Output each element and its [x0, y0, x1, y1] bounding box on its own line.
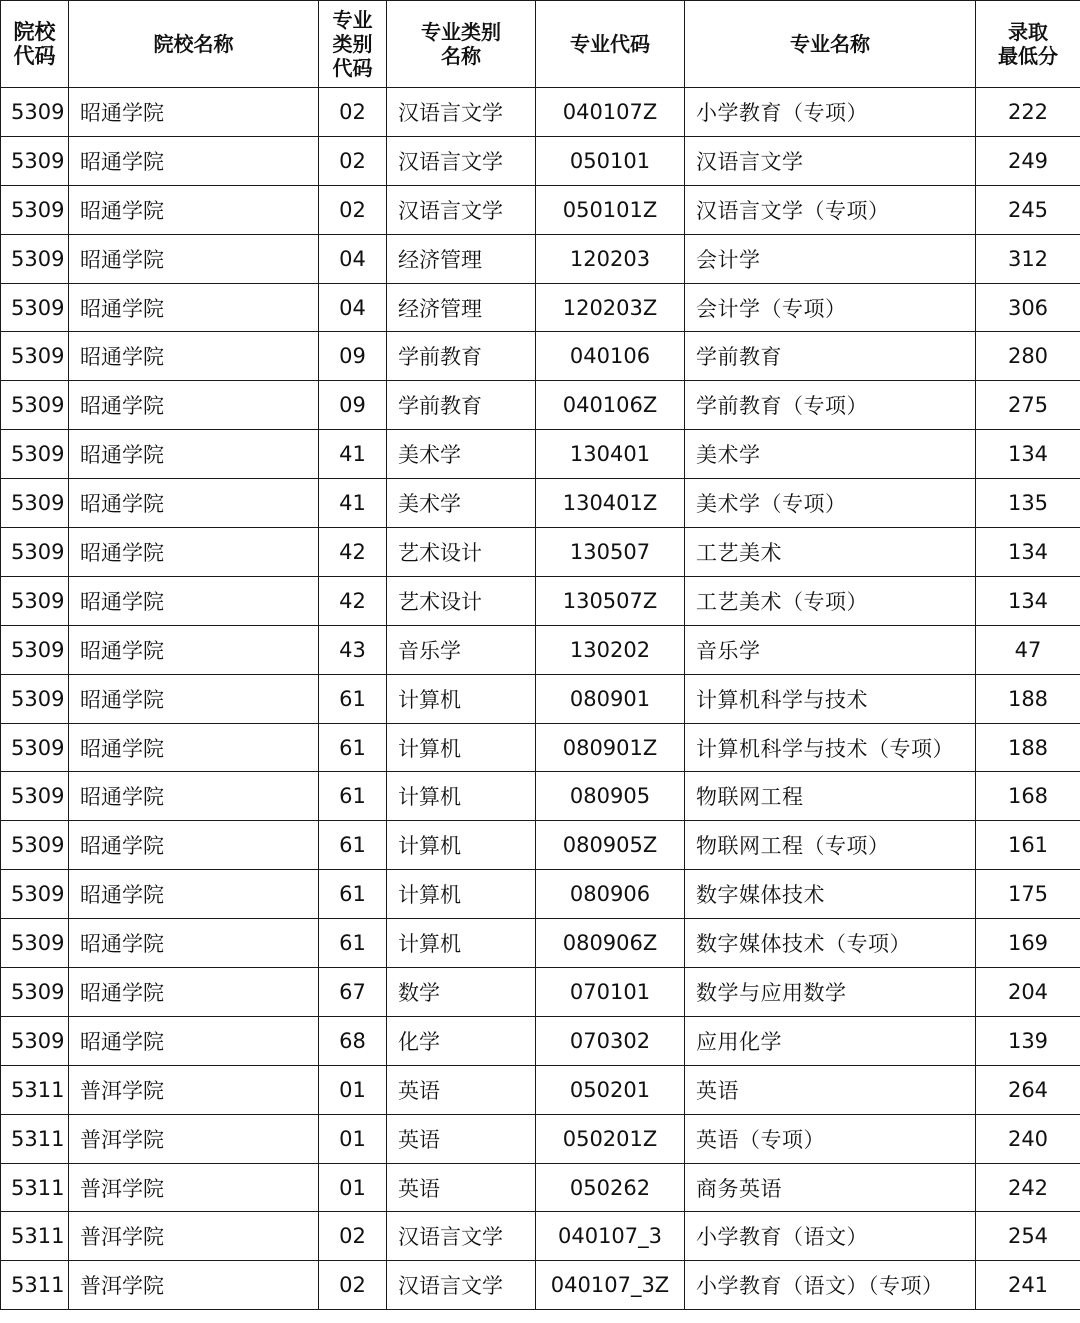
cell-major-code: 080901Z: [536, 723, 685, 772]
cell-major-name: 美术学（专项）: [685, 479, 976, 528]
cell-major-name: 学前教育: [685, 332, 976, 381]
table-row: [1, 528, 1080, 577]
table-row: [1, 772, 1080, 821]
cell-min-score: 254: [976, 1212, 1080, 1261]
table-row: [1, 381, 1080, 430]
cell-school-code: 5309: [1, 283, 69, 332]
cell-school-code: 5309: [1, 381, 69, 430]
cell-major-code: 080901: [536, 674, 685, 723]
cell-school-name: 昭通学院: [69, 870, 319, 919]
header-category-name-line1: 专业类别: [421, 20, 501, 44]
header-school-name-line1: 院校名称: [153, 32, 234, 56]
cell-major-code: 130401Z: [536, 479, 685, 528]
cell-category-name: 美术学: [387, 430, 536, 479]
cell-category-name: 英语: [387, 1065, 536, 1114]
table-row: [1, 1114, 1080, 1163]
cell-category-name: 化学: [387, 1016, 536, 1065]
table-row: [1, 430, 1080, 479]
cell-school-code: 5311: [1, 1065, 69, 1114]
cell-school-code: 5311: [1, 1261, 69, 1310]
cell-major-name: 小学教育（专项）: [685, 88, 976, 137]
cell-major-name: 数字媒体技术（专项）: [685, 919, 976, 968]
cell-category-code: 61: [319, 821, 387, 870]
cell-min-score: 134: [976, 430, 1080, 479]
cell-min-score: 168: [976, 772, 1080, 821]
cell-school-code: 5309: [1, 870, 69, 919]
cell-school-code: 5309: [1, 723, 69, 772]
cell-category-code: 61: [319, 723, 387, 772]
cell-min-score: 188: [976, 674, 1080, 723]
cell-min-score: 134: [976, 528, 1080, 577]
cell-min-score: 134: [976, 576, 1080, 625]
cell-category-code: 02: [319, 185, 387, 234]
cell-major-code: 050262: [536, 1163, 685, 1212]
table-row: [1, 674, 1080, 723]
table-row: [1, 968, 1080, 1017]
cell-major-code: 050201: [536, 1065, 685, 1114]
cell-major-code: 040106Z: [536, 381, 685, 430]
header-category-code: [319, 1, 387, 88]
cell-category-name: 计算机: [387, 723, 536, 772]
cell-major-name: 汉语言文学（专项）: [685, 185, 976, 234]
cell-category-name: 计算机: [387, 821, 536, 870]
table-row: [1, 1261, 1080, 1310]
cell-category-name: 汉语言文学: [387, 1261, 536, 1310]
cell-school-name: 昭通学院: [69, 136, 319, 185]
cell-min-score: 240: [976, 1114, 1080, 1163]
header-major-name: [685, 1, 976, 88]
cell-school-code: 5311: [1, 1114, 69, 1163]
cell-category-code: 43: [319, 625, 387, 674]
cell-category-code: 41: [319, 430, 387, 479]
cell-major-code: 050101: [536, 136, 685, 185]
cell-major-name: 计算机科学与技术（专项）: [685, 723, 976, 772]
cell-major-code: 120203: [536, 234, 685, 283]
cell-school-name: 昭通学院: [69, 234, 319, 283]
cell-school-name: 昭通学院: [69, 919, 319, 968]
cell-major-code: 080905Z: [536, 821, 685, 870]
cell-school-name: 普洱学院: [69, 1212, 319, 1261]
cell-category-name: 汉语言文学: [387, 88, 536, 137]
cell-min-score: 204: [976, 968, 1080, 1017]
cell-category-code: 09: [319, 332, 387, 381]
table-row: [1, 576, 1080, 625]
cell-category-code: 02: [319, 1212, 387, 1261]
cell-school-name: 昭通学院: [69, 1016, 319, 1065]
cell-category-code: 61: [319, 772, 387, 821]
cell-major-name: 数学与应用数学: [685, 968, 976, 1017]
header-category-code-line2: 类别: [332, 32, 373, 56]
cell-min-score: 306: [976, 283, 1080, 332]
header-major-name-line1: 专业名称: [790, 32, 870, 56]
header-category-code-line3: 代码: [332, 56, 373, 80]
header-school-code: [1, 1, 69, 88]
header-min-score: [976, 1, 1080, 88]
cell-school-code: 5311: [1, 1163, 69, 1212]
cell-category-code: 02: [319, 88, 387, 137]
cell-category-code: 41: [319, 479, 387, 528]
cell-major-name: 工艺美术（专项）: [685, 576, 976, 625]
cell-min-score: 169: [976, 919, 1080, 968]
cell-school-name: 普洱学院: [69, 1065, 319, 1114]
cell-school-code: 5309: [1, 185, 69, 234]
cell-min-score: 249: [976, 136, 1080, 185]
cell-category-code: 04: [319, 234, 387, 283]
cell-major-name: 物联网工程（专项）: [685, 821, 976, 870]
cell-school-code: 5309: [1, 968, 69, 1017]
table-row: [1, 332, 1080, 381]
table-body: [1, 88, 1080, 1310]
cell-category-name: 汉语言文学: [387, 185, 536, 234]
header-row: [1, 1, 1080, 88]
cell-school-name: 昭通学院: [69, 528, 319, 577]
cell-major-code: 040107_3: [536, 1212, 685, 1261]
cell-category-name: 英语: [387, 1163, 536, 1212]
cell-major-name: 物联网工程: [685, 772, 976, 821]
table-row: [1, 234, 1080, 283]
cell-category-name: 数学: [387, 968, 536, 1017]
table-row: [1, 88, 1080, 137]
cell-school-name: 昭通学院: [69, 430, 319, 479]
cell-school-name: 昭通学院: [69, 625, 319, 674]
table-row: [1, 1065, 1080, 1114]
cell-category-code: 67: [319, 968, 387, 1017]
cell-school-code: 5309: [1, 88, 69, 137]
cell-category-name: 经济管理: [387, 234, 536, 283]
cell-min-score: 280: [976, 332, 1080, 381]
cell-major-code: 070302: [536, 1016, 685, 1065]
cell-major-name: 小学教育（语文）: [685, 1212, 976, 1261]
cell-school-code: 5311: [1, 1212, 69, 1261]
cell-category-code: 61: [319, 919, 387, 968]
cell-category-code: 01: [319, 1163, 387, 1212]
cell-min-score: 245: [976, 185, 1080, 234]
cell-school-code: 5309: [1, 821, 69, 870]
cell-min-score: 135: [976, 479, 1080, 528]
table-row: [1, 1163, 1080, 1212]
cell-min-score: 222: [976, 88, 1080, 137]
cell-major-code: 040107Z: [536, 88, 685, 137]
cell-major-name: 会计学: [685, 234, 976, 283]
cell-school-code: 5309: [1, 919, 69, 968]
cell-category-name: 汉语言文学: [387, 136, 536, 185]
cell-major-code: 130202: [536, 625, 685, 674]
cell-school-code: 5309: [1, 479, 69, 528]
cell-category-name: 计算机: [387, 772, 536, 821]
header-school-name: [69, 1, 319, 88]
header-major-code: [536, 1, 685, 88]
table-row: [1, 870, 1080, 919]
cell-school-code: 5309: [1, 576, 69, 625]
cell-school-code: 5309: [1, 332, 69, 381]
cell-major-name: 商务英语: [685, 1163, 976, 1212]
cell-major-code: 050101Z: [536, 185, 685, 234]
cell-major-name: 学前教育（专项）: [685, 381, 976, 430]
cell-school-code: 5309: [1, 625, 69, 674]
cell-major-code: 080906: [536, 870, 685, 919]
cell-school-name: 昭通学院: [69, 821, 319, 870]
cell-category-code: 68: [319, 1016, 387, 1065]
cell-school-name: 昭通学院: [69, 283, 319, 332]
header-category-name-line2: 名称: [441, 44, 481, 68]
cell-category-code: 61: [319, 674, 387, 723]
cell-major-name: 小学教育（语文）（专项）: [685, 1261, 976, 1310]
cell-min-score: 242: [976, 1163, 1080, 1212]
cell-major-code: 130507Z: [536, 576, 685, 625]
cell-school-name: 普洱学院: [69, 1261, 319, 1310]
cell-category-name: 计算机: [387, 674, 536, 723]
cell-major-name: 数字媒体技术: [685, 870, 976, 919]
cell-school-code: 5309: [1, 1016, 69, 1065]
cell-major-code: 040106: [536, 332, 685, 381]
header-major-code-line1: 专业代码: [570, 32, 650, 56]
cell-category-name: 美术学: [387, 479, 536, 528]
cell-category-code: 02: [319, 136, 387, 185]
cell-major-code: 080905: [536, 772, 685, 821]
table-row: [1, 723, 1080, 772]
cell-major-name: 音乐学: [685, 625, 976, 674]
cell-major-name: 会计学（专项）: [685, 283, 976, 332]
header-school-code-line2: 代码: [13, 44, 56, 68]
cell-school-code: 5309: [1, 234, 69, 283]
header-school-code-line1: 院校: [13, 20, 56, 44]
cell-school-name: 昭通学院: [69, 723, 319, 772]
cell-major-name: 英语（专项）: [685, 1114, 976, 1163]
cell-major-name: 美术学: [685, 430, 976, 479]
cell-category-name: 学前教育: [387, 332, 536, 381]
table-row: [1, 821, 1080, 870]
cell-school-name: 昭通学院: [69, 381, 319, 430]
cell-category-name: 计算机: [387, 870, 536, 919]
cell-min-score: 241: [976, 1261, 1080, 1310]
cell-category-code: 61: [319, 870, 387, 919]
cell-school-code: 5309: [1, 430, 69, 479]
header-min-score-line2: 最低分: [998, 44, 1058, 68]
cell-category-code: 42: [319, 576, 387, 625]
cell-school-name: 普洱学院: [69, 1114, 319, 1163]
cell-min-score: 275: [976, 381, 1080, 430]
cell-school-name: 普洱学院: [69, 1163, 319, 1212]
cell-major-code: 080906Z: [536, 919, 685, 968]
table-row: [1, 283, 1080, 332]
table-row: [1, 625, 1080, 674]
cell-major-name: 英语: [685, 1065, 976, 1114]
cell-school-name: 昭通学院: [69, 185, 319, 234]
cell-min-score: 188: [976, 723, 1080, 772]
cell-major-name: 应用化学: [685, 1016, 976, 1065]
cell-min-score: 139: [976, 1016, 1080, 1065]
cell-school-code: 5309: [1, 772, 69, 821]
cell-school-name: 昭通学院: [69, 674, 319, 723]
cell-school-code: 5309: [1, 528, 69, 577]
cell-major-name: 汉语言文学: [685, 136, 976, 185]
cell-school-code: 5309: [1, 674, 69, 723]
cell-category-name: 英语: [387, 1114, 536, 1163]
cell-major-code: 130507: [536, 528, 685, 577]
cell-major-code: 040107_3Z: [536, 1261, 685, 1310]
cell-category-name: 艺术设计: [387, 576, 536, 625]
cell-category-name: 学前教育: [387, 381, 536, 430]
table-row: [1, 136, 1080, 185]
header-category-code-line1: 专业: [332, 8, 373, 32]
cell-major-code: 050201Z: [536, 1114, 685, 1163]
cell-major-code: 070101: [536, 968, 685, 1017]
cell-category-name: 音乐学: [387, 625, 536, 674]
cell-category-code: 04: [319, 283, 387, 332]
cell-category-name: 艺术设计: [387, 528, 536, 577]
cell-category-code: 42: [319, 528, 387, 577]
cell-min-score: 47: [976, 625, 1080, 674]
header-category-name: [387, 1, 536, 88]
cell-school-name: 昭通学院: [69, 576, 319, 625]
cell-category-name: 汉语言文学: [387, 1212, 536, 1261]
cell-school-name: 昭通学院: [69, 968, 319, 1017]
table-row: [1, 185, 1080, 234]
cell-school-name: 昭通学院: [69, 479, 319, 528]
cell-min-score: 312: [976, 234, 1080, 283]
cell-category-code: 01: [319, 1114, 387, 1163]
table-row: [1, 1016, 1080, 1065]
cell-major-code: 120203Z: [536, 283, 685, 332]
table-row: [1, 1212, 1080, 1261]
cell-category-code: 09: [319, 381, 387, 430]
cell-category-code: 02: [319, 1261, 387, 1310]
cell-school-code: 5309: [1, 136, 69, 185]
cell-min-score: 175: [976, 870, 1080, 919]
cell-min-score: 161: [976, 821, 1080, 870]
cell-category-name: 计算机: [387, 919, 536, 968]
cell-school-name: 昭通学院: [69, 88, 319, 137]
cell-school-name: 昭通学院: [69, 772, 319, 821]
cell-major-code: 130401: [536, 430, 685, 479]
cell-major-name: 工艺美术: [685, 528, 976, 577]
cell-category-code: 01: [319, 1065, 387, 1114]
cell-school-name: 昭通学院: [69, 332, 319, 381]
cell-category-name: 经济管理: [387, 283, 536, 332]
cell-min-score: 264: [976, 1065, 1080, 1114]
header-min-score-line1: 录取: [1008, 20, 1048, 44]
cell-major-name: 计算机科学与技术: [685, 674, 976, 723]
table-row: [1, 919, 1080, 968]
table-row: [1, 479, 1080, 528]
